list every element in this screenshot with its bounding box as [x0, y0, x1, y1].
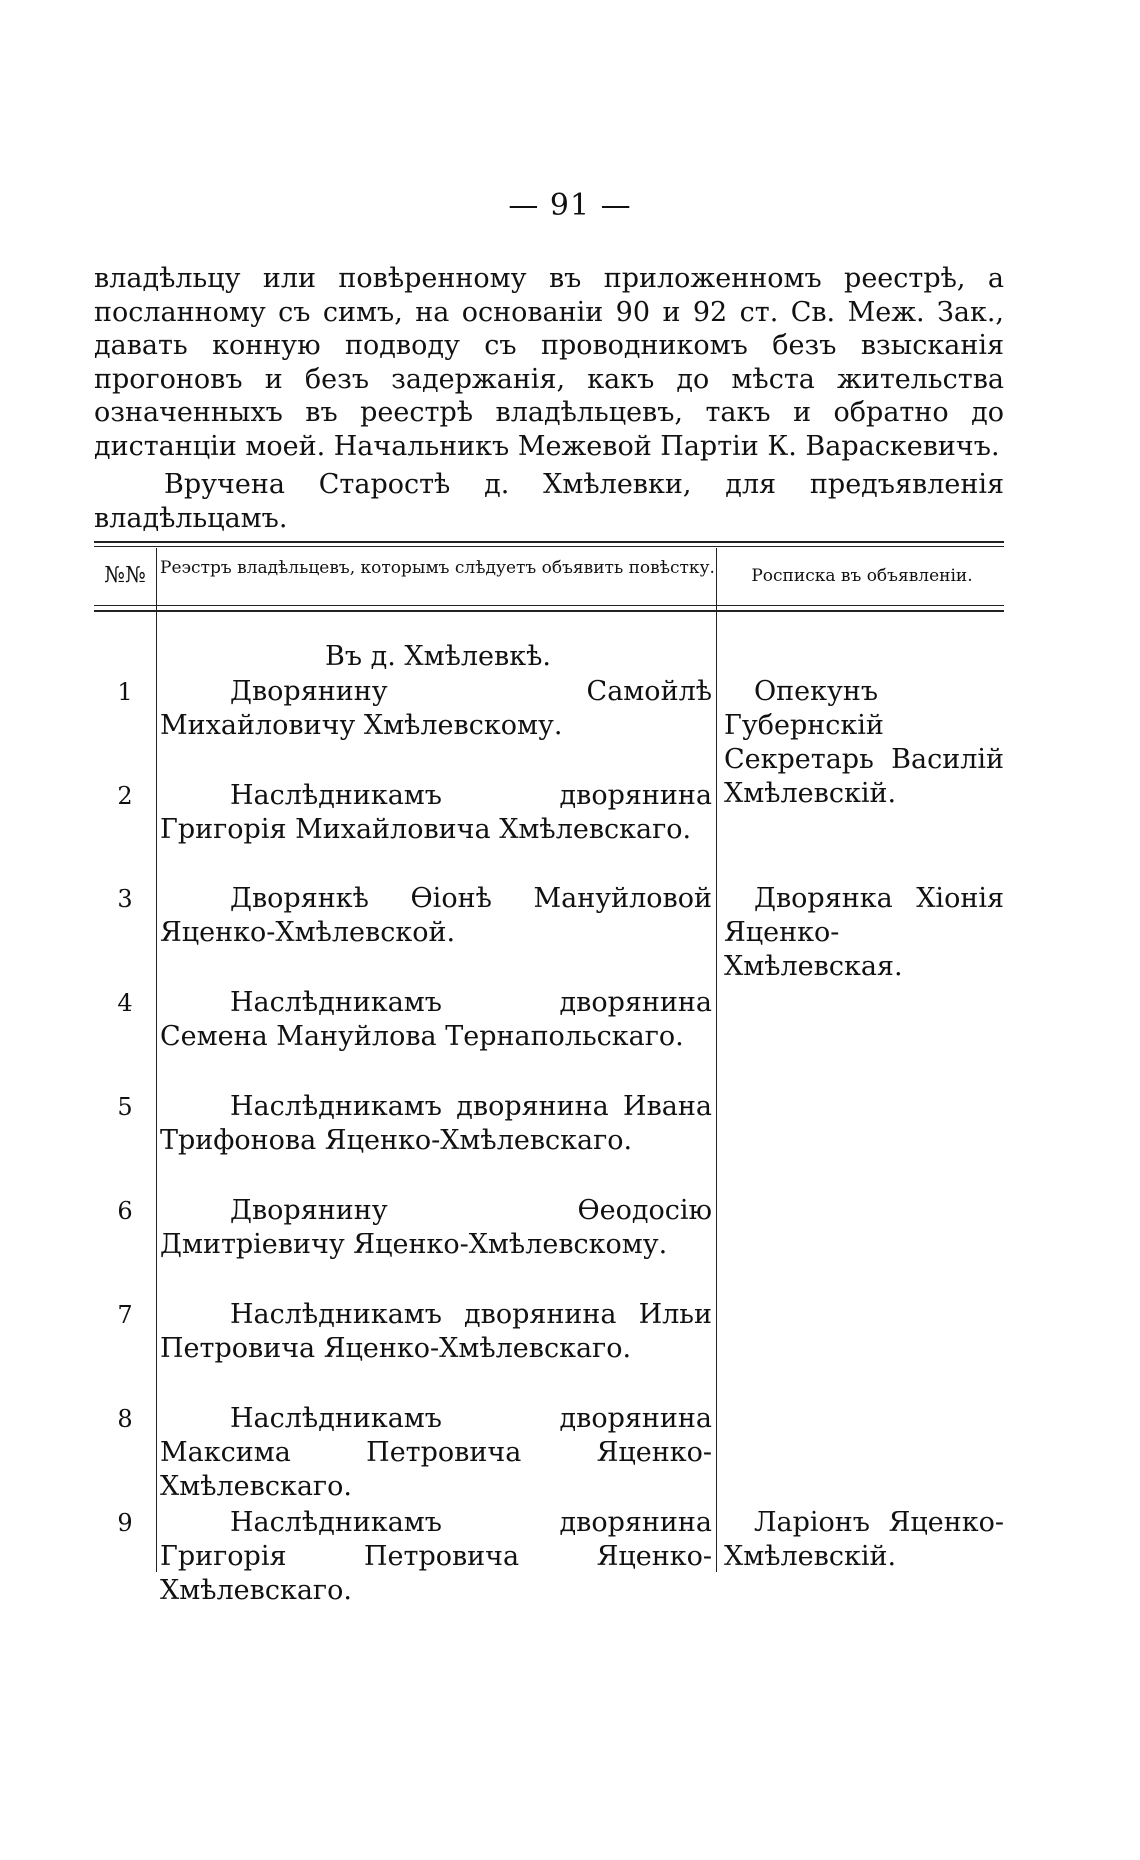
row-register: Наслѣдникамъ дворянина Ильи Петровича Яценко-Хмѣлевскаго. — [160, 1299, 712, 1364]
row-receipt: Опекунъ Губернскій Секретарь Василій Хмѣлевскій. — [724, 676, 1004, 809]
row-register: Наслѣдникамъ дворянина Григорія Михайловича Хмѣлевскаго. — [160, 780, 712, 845]
village-heading: Въ д. Хмѣлевкѣ. — [325, 641, 551, 672]
row-number: 2 — [117, 782, 133, 810]
header-receipt: Росписка въ объявленіи. — [751, 566, 973, 586]
row-number: 5 — [117, 1093, 133, 1121]
delivery-paragraph: Вручена Старостѣ д. Хмѣлевки, для предъявленія владѣльцамъ. — [94, 469, 1004, 534]
row-register: Дворянину Ѳеодосію Дмитріевичу Яценко-Хмѣлевскому. — [160, 1195, 712, 1260]
page-number: — 91 — — [508, 188, 632, 223]
row-register: Наслѣдникамъ дворянина Григорія Петровича Яценко-Хмѣлевскаго. — [160, 1507, 712, 1606]
row-number: 3 — [117, 885, 133, 913]
row-register: Наслѣдникамъ дворянина Семена Мануйлова Тернапольскаго. — [160, 987, 712, 1052]
header-register: Реэстръ владѣльцевъ, которымъ слѣдуетъ объявить повѣстку. — [160, 558, 715, 578]
row-register: Дворянкѣ Ѳіонѣ Мануйловой Яценко-Хмѣлевской. — [160, 883, 712, 948]
row-number: 1 — [117, 678, 133, 706]
header-bottom-rule-thin — [94, 605, 1004, 606]
row-receipt: Дворянка Хіонія Яценко-Хмѣлевская. — [724, 883, 1004, 982]
row-register: Наслѣдникамъ дворянина Ивана Трифонова Яценко-Хмѣлевскаго. — [160, 1091, 712, 1156]
header-number: №№ — [104, 563, 146, 588]
row-register: Дворянину Самойлѣ Михайловичу Хмѣлевскому. — [160, 676, 712, 741]
row-number: 8 — [117, 1405, 133, 1433]
row-number: 4 — [117, 989, 133, 1017]
row-register: Наслѣдникамъ дворянина Максима Петровича Яценко-Хмѣлевскаго. — [160, 1403, 712, 1502]
row-number: 9 — [117, 1509, 133, 1537]
row-number: 7 — [117, 1301, 133, 1329]
table-top-rule — [94, 541, 1004, 543]
table-top-rule-thin — [94, 546, 1004, 547]
row-number: 6 — [117, 1197, 133, 1225]
column-divider-receipt — [716, 548, 717, 1572]
row-receipt: Ларіонъ Яценко-Хмѣлевскій. — [724, 1507, 1004, 1572]
column-divider-number — [156, 548, 157, 1572]
intro-paragraph: владѣльцу или повѣренному въ приложенномъ реестрѣ, а посланному съ симъ, на основаніи 90 и 92 ст. Св. Меж. Зак., давать конную подводу съ проводникомъ безъ взысканія прогоновъ и безъ задержанія, какъ до мѣста жительства означенныхъ въ реестрѣ владѣльцевъ, такъ и обратно до дистанціи моей. Начальникъ Межевой Партіи К. Вараскевичъ. — [94, 263, 1004, 462]
header-bottom-rule — [94, 610, 1004, 612]
